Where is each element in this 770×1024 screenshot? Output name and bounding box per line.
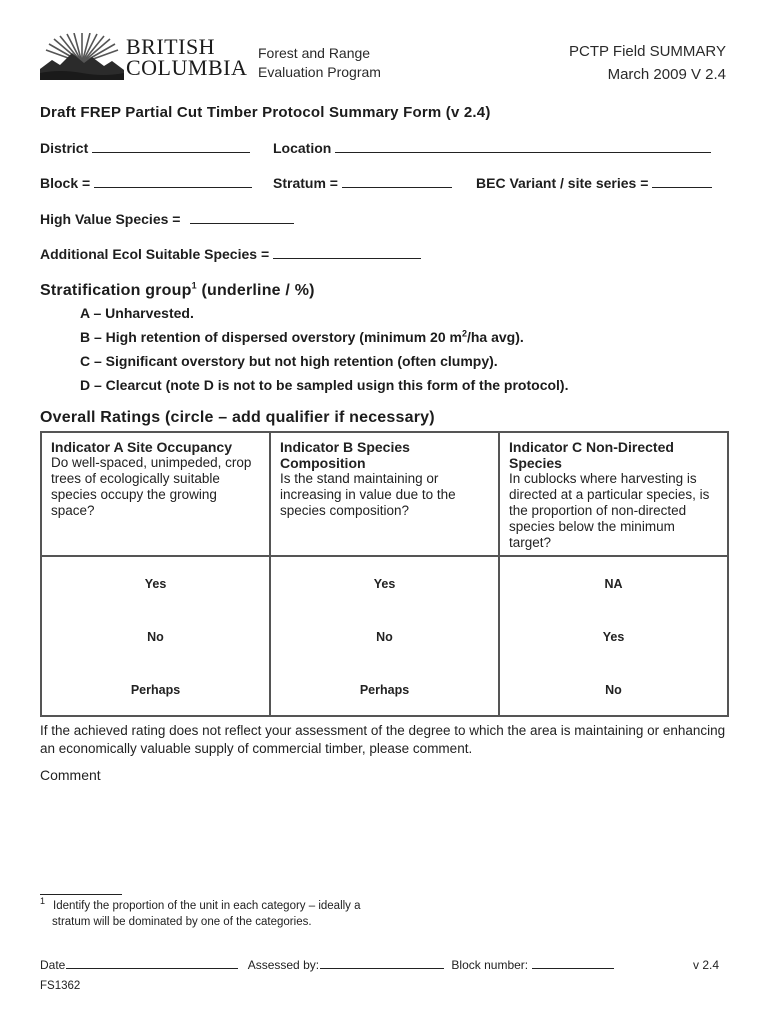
additional-species-field[interactable] bbox=[40, 246, 421, 262]
footnote-ref: 1 bbox=[191, 280, 197, 291]
indicator-a-option-no[interactable]: No bbox=[147, 630, 164, 644]
bec-variant-field[interactable] bbox=[476, 175, 712, 191]
document-title: PCTP Field SUMMARY bbox=[569, 43, 726, 60]
indicator-b-question: Is the stand maintaining or increasing in value due to the species composition? bbox=[280, 471, 456, 518]
ratings-table bbox=[40, 431, 729, 717]
indicator-b-option-no[interactable]: No bbox=[376, 630, 393, 644]
indicator-b-title: Indicator B Species Composition bbox=[280, 439, 410, 471]
indicator-b-header bbox=[270, 432, 499, 556]
overall-ratings-heading: Overall Ratings (circle – add qualifier if necessary) bbox=[40, 409, 435, 426]
strat-item-c: C – Significant overstory but not high retention (often clumpy). bbox=[80, 353, 498, 369]
assessed-by-label: Assessed by: bbox=[247, 958, 320, 972]
indicator-b-options bbox=[270, 556, 499, 716]
indicator-c-question: In cublocks where harvesting is directed at a particular species, is the proportion of non-directed species below the minimum target? bbox=[509, 471, 710, 550]
location-field[interactable] bbox=[273, 140, 711, 156]
indicator-c-title: Indicator C Non-Directed Species bbox=[509, 439, 674, 471]
indicator-c-options bbox=[499, 556, 728, 716]
location-input-line[interactable] bbox=[335, 141, 711, 153]
indicator-c-option-no[interactable]: No bbox=[605, 683, 622, 697]
strat-item-a: A – Unharvested. bbox=[80, 305, 194, 321]
form-title: Draft FREP Partial Cut Timber Protocol Summary Form (v 2.4) bbox=[40, 104, 491, 121]
date-input-line[interactable] bbox=[66, 959, 238, 969]
stratum-input-line[interactable] bbox=[342, 176, 452, 188]
bec-variant-label: BEC Variant / site series = bbox=[476, 175, 649, 191]
logo-line-british: BRITISH bbox=[126, 34, 216, 59]
block-number-input-line[interactable] bbox=[532, 959, 614, 969]
district-field[interactable] bbox=[40, 140, 250, 156]
high-value-species-input-line[interactable] bbox=[190, 212, 294, 224]
document-header bbox=[569, 40, 726, 86]
strat-item-d: D – Clearcut (note D is not to be sampled usign this form of the protocol). bbox=[80, 377, 569, 393]
stratum-field[interactable] bbox=[273, 175, 452, 191]
signature-line bbox=[40, 958, 614, 972]
indicator-a-title: Indicator A Site Occupancy bbox=[51, 439, 233, 455]
footnote: $^1$ Identify the proportion of the unit in each category – ideally a stratum will be dominated by one of the categories. bbox=[40, 896, 361, 928]
block-field[interactable] bbox=[40, 175, 252, 191]
indicator-b-option-perhaps[interactable]: Perhaps bbox=[359, 683, 410, 697]
ratings-options-row bbox=[41, 556, 728, 716]
footer-version: v 2.4 bbox=[692, 958, 719, 972]
stratum-label: Stratum = bbox=[273, 175, 338, 191]
district-input-line[interactable] bbox=[92, 141, 250, 153]
indicator-a-option-yes[interactable]: Yes bbox=[144, 577, 167, 591]
indicator-a-options bbox=[41, 556, 270, 716]
block-number-label: Block number: bbox=[451, 958, 529, 972]
indicator-c-option-na[interactable]: NA bbox=[604, 577, 623, 591]
bc-sun-mountain-emblem-icon bbox=[38, 33, 126, 83]
comment-instruction: If the achieved rating does not reflect your assessment of the degree to which the area is maintaining or enhancing an economically valuable supply of commercial timber, please comment. bbox=[40, 723, 726, 756]
high-value-species-label: High Value Species = bbox=[40, 211, 181, 227]
indicator-a-header bbox=[41, 432, 270, 556]
block-label: Block = bbox=[40, 175, 91, 191]
indicator-c-option-yes[interactable]: Yes bbox=[602, 630, 625, 644]
date-label: Date bbox=[40, 958, 66, 972]
indicator-c-header bbox=[499, 432, 728, 556]
block-input-line[interactable] bbox=[94, 176, 252, 188]
assessed-by-input-line[interactable] bbox=[320, 959, 444, 969]
program-name: Forest and Range Evaluation Program bbox=[258, 45, 381, 80]
additional-species-input-line[interactable] bbox=[273, 247, 421, 259]
bec-variant-input-line[interactable] bbox=[652, 176, 712, 188]
stratification-heading: Stratification group$^1$ (underline / %) bbox=[40, 280, 315, 299]
footnote-divider bbox=[40, 894, 122, 895]
strat-item-b: B – High retention of dispersed overstory (minimum 20 $m^2/ha$ avg). bbox=[80, 328, 524, 345]
indicator-a-option-perhaps[interactable]: Perhaps bbox=[130, 683, 181, 697]
location-label: Location bbox=[273, 140, 332, 156]
form-code: FS1362 bbox=[40, 980, 81, 992]
bc-logo bbox=[38, 33, 253, 83]
high-value-species-field[interactable] bbox=[40, 211, 294, 227]
additional-species-label: Additional Ecol Suitable Species = bbox=[40, 246, 270, 262]
indicator-b-option-yes[interactable]: Yes bbox=[373, 577, 396, 591]
document-version: March 2009 V 2.4 bbox=[607, 66, 726, 83]
district-label: District bbox=[40, 140, 89, 156]
logo-line-columbia: COLUMBIA bbox=[126, 55, 248, 80]
indicator-a-question: Do well-spaced, unimpeded, crop trees of ecologically suitable species occupy the growing space? bbox=[51, 455, 252, 518]
comment-label[interactable]: Comment bbox=[40, 767, 101, 783]
ratings-header-row bbox=[41, 432, 728, 556]
